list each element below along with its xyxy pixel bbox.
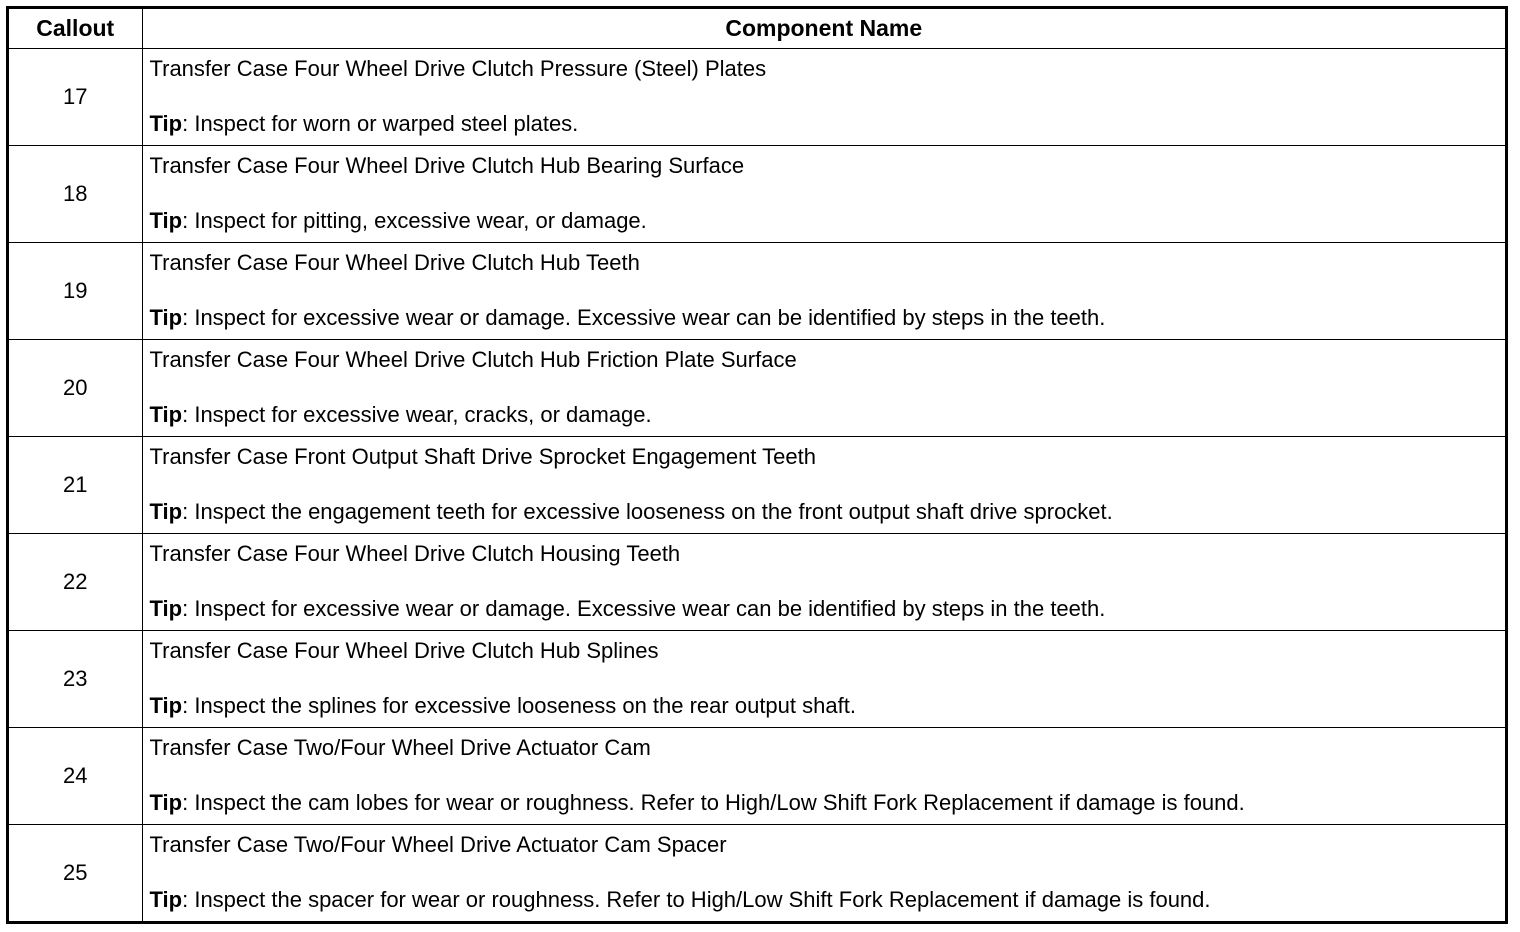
component-name: Transfer Case Four Wheel Drive Clutch Hub Splines bbox=[149, 638, 659, 663]
header-component-name: Component Name bbox=[142, 9, 1505, 48]
component-tip: Tip: Inspect the splines for excessive looseness on the rear output shaft. bbox=[149, 693, 856, 718]
table-row bbox=[9, 727, 1505, 824]
component-name: Transfer Case Four Wheel Drive Clutch Pressure (Steel) Plates bbox=[149, 56, 767, 81]
tip-text: Inspect for excessive wear, cracks, or damage. bbox=[194, 402, 652, 427]
component-tip: Tip: Inspect the engagement teeth for excessive looseness on the front output shaft drive sprocket. bbox=[149, 499, 1113, 524]
component-cell bbox=[142, 242, 1505, 339]
component-tip: Tip: Inspect for excessive wear or damage. Excessive wear can be identified by steps in the teeth. bbox=[149, 305, 1106, 330]
component-cell bbox=[142, 630, 1505, 727]
component-cell bbox=[142, 436, 1505, 533]
tip-label: Tip bbox=[149, 305, 183, 330]
callout-number: 22 bbox=[9, 533, 142, 630]
component-name: Transfer Case Two/Four Wheel Drive Actuator Cam bbox=[149, 735, 651, 760]
tip-label: Tip bbox=[149, 790, 183, 815]
component-name: Transfer Case Two/Four Wheel Drive Actuator Cam Spacer bbox=[149, 832, 727, 858]
tip-label: Tip bbox=[149, 596, 183, 621]
table-body bbox=[9, 48, 1505, 921]
table-row bbox=[9, 339, 1505, 436]
component-table-frame bbox=[6, 6, 1508, 924]
component-cell bbox=[142, 48, 1505, 145]
component-name: Transfer Case Four Wheel Drive Clutch Hub Teeth bbox=[149, 250, 640, 275]
component-tip: Tip: Inspect for excessive wear or damage. Excessive wear can be identified by steps in the teeth. bbox=[149, 596, 1106, 621]
table-row bbox=[9, 824, 1505, 921]
table-header-row bbox=[9, 9, 1505, 48]
tip-text: Inspect for excessive wear or damage. Excessive wear can be identified by steps in the teeth. bbox=[194, 305, 1106, 330]
tip-label: Tip bbox=[149, 499, 183, 524]
tip-label: Tip bbox=[149, 208, 183, 233]
callout-number: 17 bbox=[9, 48, 142, 145]
tip-label: Tip bbox=[149, 693, 183, 718]
tip-text: Inspect the spacer for wear or roughness. Refer to High/Low Shift Fork Replacement if damage is found. bbox=[194, 887, 1211, 913]
component-cell bbox=[142, 727, 1505, 824]
component-table bbox=[9, 9, 1505, 921]
component-cell bbox=[142, 824, 1505, 921]
callout-number: 20 bbox=[9, 339, 142, 436]
component-name: Transfer Case Four Wheel Drive Clutch Hub Friction Plate Surface bbox=[149, 347, 797, 372]
tip-text: Inspect for worn or warped steel plates. bbox=[194, 111, 579, 136]
component-name: Transfer Case Four Wheel Drive Clutch Hub Bearing Surface bbox=[149, 153, 745, 178]
component-tip: Tip: Inspect for excessive wear, cracks, or damage. bbox=[149, 402, 652, 427]
table-row bbox=[9, 242, 1505, 339]
component-cell bbox=[142, 533, 1505, 630]
callout-number: 25 bbox=[9, 824, 142, 921]
tip-label: Tip bbox=[149, 111, 183, 136]
component-cell bbox=[142, 145, 1505, 242]
table-row bbox=[9, 48, 1505, 145]
table-row bbox=[9, 630, 1505, 727]
table-row bbox=[9, 533, 1505, 630]
tip-text: Inspect the engagement teeth for excessive looseness on the front output shaft drive sprocket. bbox=[194, 499, 1113, 524]
tip-text: Inspect for excessive wear or damage. Excessive wear can be identified by steps in the teeth. bbox=[194, 596, 1106, 621]
component-name: Transfer Case Four Wheel Drive Clutch Housing Teeth bbox=[149, 541, 681, 566]
tip-label: Tip bbox=[149, 887, 183, 913]
tip-text: Inspect the splines for excessive looseness on the rear output shaft. bbox=[194, 693, 856, 718]
table-row bbox=[9, 145, 1505, 242]
component-tip: Tip: Inspect for worn or warped steel plates. bbox=[149, 111, 579, 136]
callout-number: 21 bbox=[9, 436, 142, 533]
callout-number: 23 bbox=[9, 630, 142, 727]
component-tip: Tip: Inspect the cam lobes for wear or roughness. Refer to High/Low Shift Fork Replacement if damage is found. bbox=[149, 790, 1245, 815]
callout-number: 19 bbox=[9, 242, 142, 339]
component-tip: Tip: Inspect the spacer for wear or roughness. Refer to High/Low Shift Fork Replacement if damage is found. bbox=[149, 887, 1211, 913]
tip-label: Tip bbox=[149, 402, 183, 427]
component-tip: Tip: Inspect for pitting, excessive wear, or damage. bbox=[149, 208, 647, 233]
table-row bbox=[9, 436, 1505, 533]
tip-text: Inspect the cam lobes for wear or roughness. Refer to High/Low Shift Fork Replacement if damage is found. bbox=[194, 790, 1245, 815]
component-name: Transfer Case Front Output Shaft Drive Sprocket Engagement Teeth bbox=[149, 444, 816, 469]
header-callout: Callout bbox=[9, 9, 142, 48]
callout-number: 18 bbox=[9, 145, 142, 242]
tip-text: Inspect for pitting, excessive wear, or damage. bbox=[194, 208, 647, 233]
component-cell bbox=[142, 339, 1505, 436]
callout-number: 24 bbox=[9, 727, 142, 824]
